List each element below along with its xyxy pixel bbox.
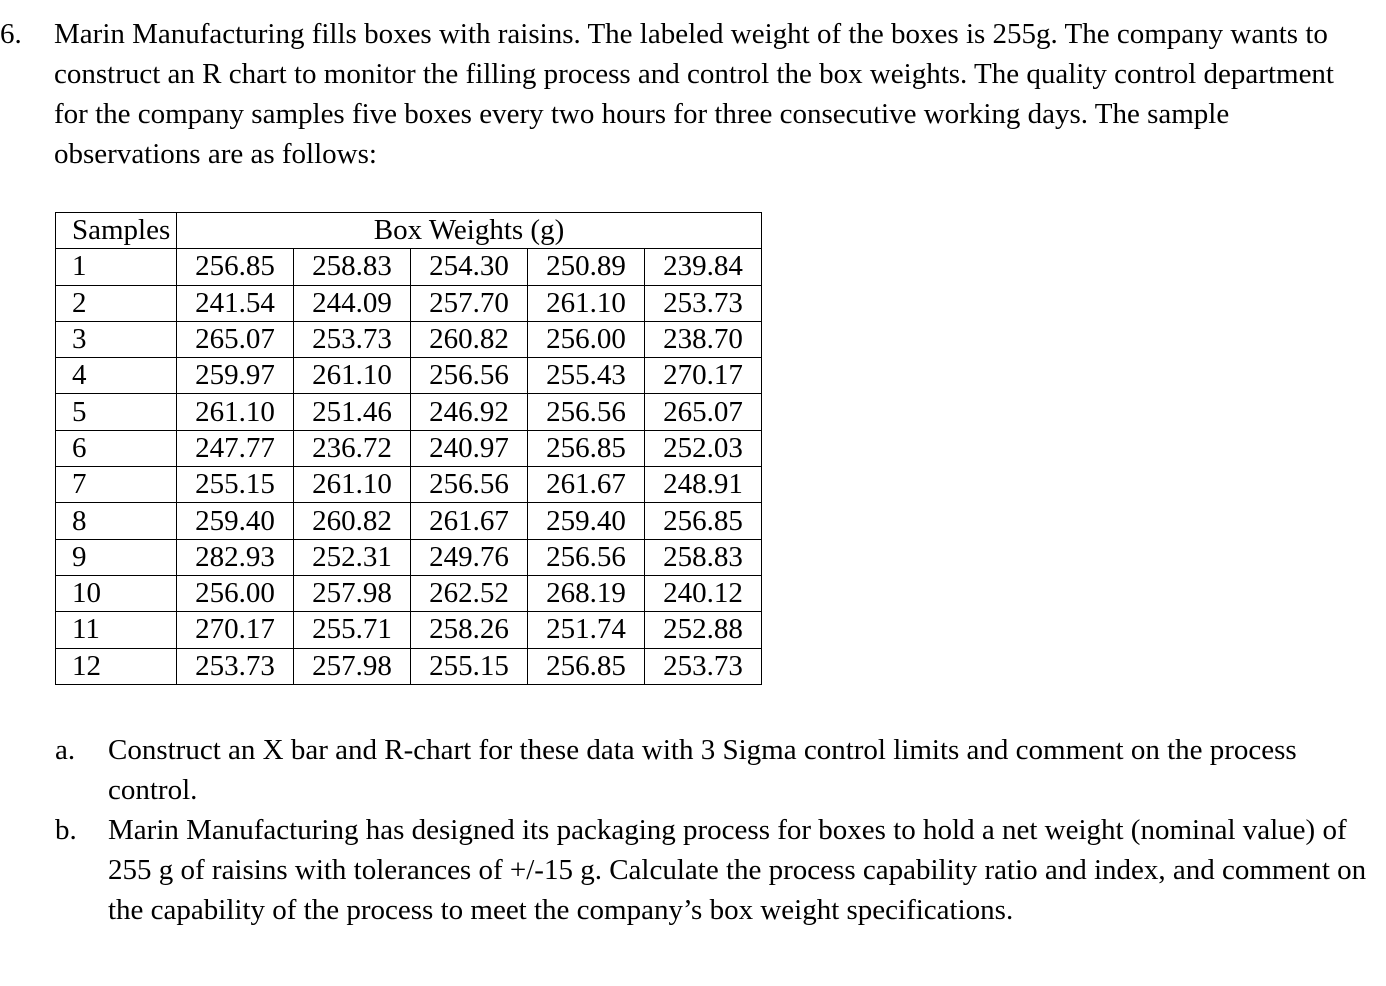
- weight-cell: 257.98: [294, 575, 411, 611]
- weight-cell: 256.85: [528, 430, 645, 466]
- sample-number-cell: 2: [56, 285, 177, 321]
- weight-cell: 257.70: [411, 285, 528, 321]
- weight-cell: 270.17: [645, 358, 762, 394]
- weight-cell: 260.82: [411, 321, 528, 357]
- table-body: [56, 249, 762, 685]
- table-row: [56, 321, 762, 357]
- weight-cell: 244.09: [294, 285, 411, 321]
- sample-number-cell: 7: [56, 467, 177, 503]
- weight-cell: 252.88: [645, 612, 762, 648]
- weight-cell: 236.72: [294, 430, 411, 466]
- weight-cell: 239.84: [645, 249, 762, 285]
- weight-cell: 256.85: [177, 249, 294, 285]
- weight-cell: 249.76: [411, 539, 528, 575]
- weight-cell: 250.89: [528, 249, 645, 285]
- weight-cell: 254.30: [411, 249, 528, 285]
- weight-cell: 253.73: [177, 648, 294, 684]
- problem-text: Marin Manufacturing fills boxes with raisins. The labeled weight of the boxes is 255g. The company wants to construct an R chart to monitor the filling process and control the box weights. The quality control department for the company samples five boxes every two hours for three consecutive working days. The sample observations are as follows:: [54, 18, 1334, 170]
- table-row: [56, 430, 762, 466]
- box-weights-header: Box Weights (g): [177, 213, 762, 249]
- weight-cell: 268.19: [528, 575, 645, 611]
- weight-cell: 251.46: [294, 394, 411, 430]
- question-a: [0, 730, 1380, 810]
- weight-cell: 256.85: [645, 503, 762, 539]
- weight-cell: 252.03: [645, 430, 762, 466]
- sample-number-cell: 5: [56, 394, 177, 430]
- sample-number-cell: 1: [56, 249, 177, 285]
- weight-cell: 260.82: [294, 503, 411, 539]
- weight-cell: 255.15: [177, 467, 294, 503]
- weight-cell: 261.10: [528, 285, 645, 321]
- weight-cell: 270.17: [177, 612, 294, 648]
- weight-cell: 256.56: [528, 394, 645, 430]
- table-row: [56, 467, 762, 503]
- samples-header: Samples: [56, 213, 177, 249]
- sample-number-cell: 8: [56, 503, 177, 539]
- weight-cell: 253.73: [294, 321, 411, 357]
- table-row: [56, 394, 762, 430]
- weight-cell: 282.93: [177, 539, 294, 575]
- weight-cell: 258.83: [294, 249, 411, 285]
- table-row: [56, 539, 762, 575]
- weight-cell: 265.07: [177, 321, 294, 357]
- weight-cell: 259.40: [177, 503, 294, 539]
- weight-cell: 258.26: [411, 612, 528, 648]
- sample-number-cell: 6: [56, 430, 177, 466]
- table-row: [56, 358, 762, 394]
- sample-number-cell: 12: [56, 648, 177, 684]
- weight-cell: 255.43: [528, 358, 645, 394]
- weight-cell: 241.54: [177, 285, 294, 321]
- weight-cell: 256.85: [528, 648, 645, 684]
- weight-cell: 255.15: [411, 648, 528, 684]
- question-b-text: Marin Manufacturing has designed its packaging process for boxes to hold a net weight (nominal value) of 255 g of raisins with tolerances of +/-15 g. Calculate the process capability ratio and index, and comment on the capability of the process to meet the company’s box weight specifications.: [108, 814, 1367, 926]
- weight-cell: 261.10: [177, 394, 294, 430]
- weight-cell: 261.10: [294, 358, 411, 394]
- weight-cell: 255.71: [294, 612, 411, 648]
- questions-list: [0, 730, 1380, 930]
- box-weights-table: [55, 212, 762, 685]
- weight-cell: 261.67: [411, 503, 528, 539]
- weight-cell: 240.12: [645, 575, 762, 611]
- weight-cell: 240.97: [411, 430, 528, 466]
- weight-cell: 259.40: [528, 503, 645, 539]
- table-row: [56, 648, 762, 684]
- sample-number-cell: 10: [56, 575, 177, 611]
- weight-cell: 259.97: [177, 358, 294, 394]
- weight-cell: 261.67: [528, 467, 645, 503]
- weight-cell: 246.92: [411, 394, 528, 430]
- weight-cell: 256.00: [177, 575, 294, 611]
- question-a-letter: a.: [55, 734, 76, 766]
- table-header-row: [56, 213, 762, 249]
- weight-cell: 256.56: [411, 467, 528, 503]
- weight-cell: 253.73: [645, 648, 762, 684]
- table-row: [56, 612, 762, 648]
- table-row: [56, 575, 762, 611]
- weight-cell: 256.00: [528, 321, 645, 357]
- sample-number-cell: 4: [56, 358, 177, 394]
- weight-cell: 256.56: [528, 539, 645, 575]
- weight-cell: 247.77: [177, 430, 294, 466]
- weight-cell: 248.91: [645, 467, 762, 503]
- weight-cell: 262.52: [411, 575, 528, 611]
- weight-cell: 258.83: [645, 539, 762, 575]
- question-a-text: Construct an X bar and R-chart for these data with 3 Sigma control limits and comment on the process control.: [108, 734, 1297, 806]
- weight-cell: 265.07: [645, 394, 762, 430]
- weight-cell: 251.74: [528, 612, 645, 648]
- weight-cell: 257.98: [294, 648, 411, 684]
- problem-number: 6.: [0, 18, 22, 50]
- sample-number-cell: 3: [56, 321, 177, 357]
- table-row: [56, 285, 762, 321]
- question-b: [0, 810, 1380, 930]
- weight-cell: 253.73: [645, 285, 762, 321]
- sample-number-cell: 11: [56, 612, 177, 648]
- weight-cell: 252.31: [294, 539, 411, 575]
- question-b-letter: b.: [55, 814, 77, 846]
- weight-cell: 256.56: [411, 358, 528, 394]
- table-row: [56, 503, 762, 539]
- table-row: [56, 249, 762, 285]
- weight-cell: 238.70: [645, 321, 762, 357]
- sample-number-cell: 9: [56, 539, 177, 575]
- weight-cell: 261.10: [294, 467, 411, 503]
